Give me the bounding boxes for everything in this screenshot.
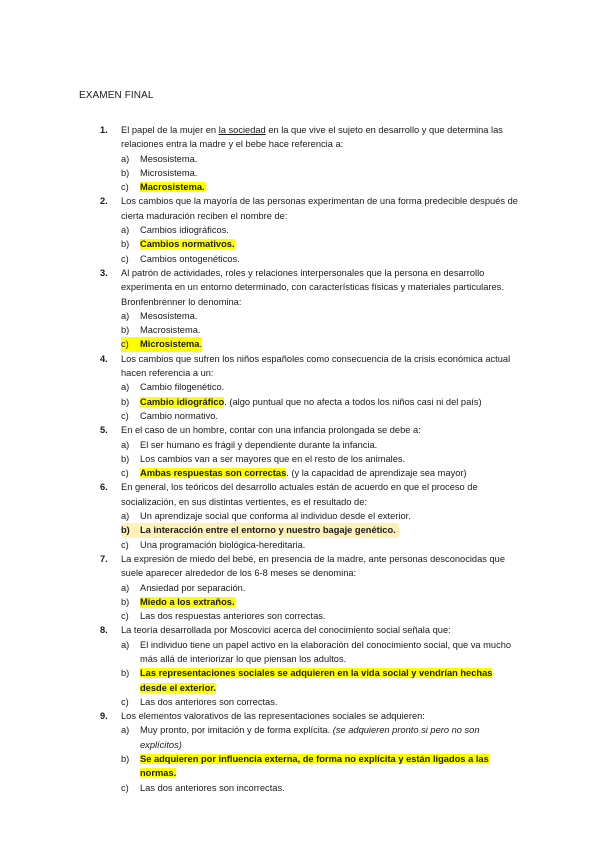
option-c: c) Las dos respuestas anteriores son correctas.	[121, 611, 326, 622]
option-a: a) Cambios idiográficos.	[121, 225, 229, 236]
question-3	[100, 266, 520, 352]
option-c: c) Las dos anteriores son correctas.	[121, 696, 278, 707]
highlighted-answer: Las representaciones sociales se adquieren en la vida social y vendrían hechas desde el exterior.	[140, 668, 493, 693]
option-a: a) Cambio filogenético.	[121, 382, 225, 393]
question-1	[100, 123, 520, 194]
option-a: a) El individuo tiene un papel activo en la elaboración del conocimiento social, que va mucho más allá de interiorizar lo que piensan los adultos.	[121, 639, 512, 664]
option-b: b) Microsistema.	[121, 167, 198, 178]
option-a: a) Un aprendizaje social que conforma al individuo desde el exterior.	[121, 511, 411, 522]
question-text: Los cambios que sufren los niños españoles como consecuencia de la crisis económica actual hacen referencia a un:	[121, 353, 511, 379]
option-b-correct: b) La interacción entre el entorno y nuestro bagaje genético.	[121, 523, 520, 537]
option-c: c) Las dos anteriores son incorrectas.	[121, 782, 285, 793]
highlighted-answer: La interacción entre el entorno y nuestro bagaje genético.	[140, 525, 396, 536]
answer-note: (se adquieren pronto si pero no son explícitos)	[140, 725, 480, 750]
highlighted-answer: Ambas respuestas son correctas	[140, 468, 287, 479]
question-7	[100, 552, 520, 623]
highlighted-answer: Cambios normativos.	[140, 239, 235, 250]
question-number: 3.	[100, 267, 108, 278]
option-a: a) El ser humano es frágil y dependiente durante la infancia.	[121, 439, 378, 450]
option-b-correct: b) Se adquieren por influencia externa, de forma no explícita y están ligados a las normas.	[121, 754, 489, 779]
question-text: El papel de la mujer en la sociedad en la que vive el sujeto en desarrollo y que determina las relaciones entra la madre y el bebe hace referencia a:	[121, 125, 503, 150]
question-text: En general, los teóricos del desarrollo actuales están de acuerdo en que el proceso de socialización, en sus distintas vertientes, es el resultado de:	[121, 482, 478, 507]
question-number: 6.	[100, 482, 108, 493]
option-a: a) Mesosistema.	[121, 310, 198, 321]
question-9	[100, 709, 520, 795]
option-a: a) Mesosistema.	[121, 153, 198, 164]
option-c: c) Cambio normativo.	[121, 410, 219, 421]
question-text: La expresión de miedo del bebé, en presencia de la madre, ante personas desconocidas que suele aparecer alrededor de los 6-8 meses se denomina:	[121, 553, 506, 579]
highlighted-answer: Se adquieren por influencia externa, de forma no explícita y están ligados a las normas.	[140, 754, 489, 779]
highlighted-answer: Cambio idiográfico	[140, 396, 225, 407]
underlined-text: la sociedad	[218, 125, 266, 135]
option-b-correct: b) Miedo a los extraños.	[121, 596, 235, 607]
document-title: EXAMEN FINAL	[79, 90, 154, 101]
question-list	[100, 123, 520, 795]
question-8	[100, 623, 520, 709]
question-6	[100, 480, 520, 551]
question-number: 5.	[100, 425, 108, 436]
option-b-correct: b) Cambios normativos.	[121, 239, 235, 250]
option-a: a) Muy pronto, por imitación y de forma explícita. (se adquieren pronto si pero no son explícitos)	[121, 725, 480, 750]
question-text: La teoría desarrollada por Moscovici acerca del conocimiento social señala que:	[121, 625, 451, 636]
highlighted-answer: Microsistema	[140, 339, 200, 350]
question-text: En el caso de un hombre, contar con una infancia prolongada se debe a:	[121, 425, 421, 436]
highlighted-answer: Macrosistema.	[140, 182, 205, 193]
question-2	[100, 194, 520, 265]
question-text: Los elementos valorativos de las representaciones sociales se adquieren:	[121, 711, 425, 722]
option-c-correct: c) Macrosistema.	[121, 182, 205, 193]
highlighted-answer: Miedo a los extraños.	[140, 596, 235, 607]
question-number: 9.	[100, 711, 108, 722]
question-number: 4.	[100, 353, 108, 364]
question-text: Al patrón de actividades, roles y relaciones interpersonales que la persona en desarrollo experimenta en un entorno determinado, con características físicas y materiales particulares. Bronfenbrenner lo denomina:	[121, 267, 504, 307]
option-b: b) Macrosistema.	[121, 325, 201, 336]
question-4	[100, 352, 520, 423]
question-number: 7.	[100, 553, 108, 564]
option-c-correct: c) Ambas respuestas son correctas. (y la capacidad de aprendizaje sea mayor)	[121, 468, 467, 479]
option-b: b) Los cambios van a ser mayores que en el resto de los animales.	[121, 453, 406, 464]
option-c-correct: c) Microsistema.	[121, 337, 520, 351]
question-number: 1.	[100, 125, 108, 135]
question-number: 2.	[100, 196, 108, 207]
question-5	[100, 423, 520, 480]
option-a: a) Ansiedad por separación.	[121, 582, 246, 593]
option-b-correct: b) Cambio idiográfico. (algo puntual que no afecta a todos los niños casi ni del país)	[121, 396, 482, 407]
option-b-correct: b) Las representaciones sociales se adquieren en la vida social y vendrían hechas desde el exterior.	[121, 668, 493, 693]
question-number: 8.	[100, 625, 108, 636]
question-text: Los cambios que la mayoría de las personas experimentan de una forma predecible después de cierta maduración reciben el nombre de:	[121, 196, 518, 221]
answer-note: . (y la capacidad de aprendizaje sea mayor)	[286, 468, 467, 479]
answer-note: . (algo puntual que no afecta a todos los niños casi ni del país)	[224, 396, 482, 407]
option-c: c) Una programación biológica-hereditaria.	[121, 539, 306, 550]
option-c: c) Cambios ontogenéticos.	[121, 253, 240, 264]
